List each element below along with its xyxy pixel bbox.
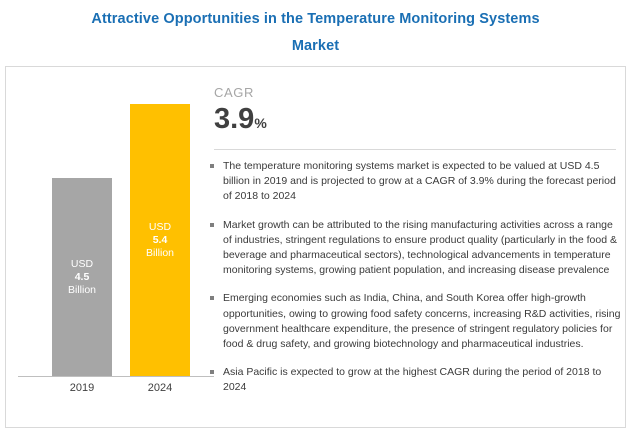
x-tick-2019: 2019 xyxy=(69,382,95,394)
list-item xyxy=(209,159,621,205)
bar-label-2019-value: 4.5 xyxy=(74,270,90,283)
list-item-text: The temperature monitoring systems market is expected to be valued at USD 4.5 billion in 2019 and is projected to grow at a CAGR of 3.9% during the forecast period of 2018 to 2024 xyxy=(223,160,616,203)
bar-label-2024-scale: Billion xyxy=(145,246,174,259)
page-title-line-1: Attractive Opportunities in the Temperature Monitoring Systems xyxy=(91,11,540,27)
bullet-square-icon xyxy=(210,223,214,227)
x-tick-2024: 2024 xyxy=(147,382,173,394)
list-item-text: Asia Pacific is expected to grow at the highest CAGR during the period of 2018 to 2024 xyxy=(223,366,602,394)
bar-label-2024 xyxy=(146,221,174,260)
x-axis-line xyxy=(18,376,214,377)
list-item xyxy=(209,291,621,352)
bar-label-2024-value: 5.4 xyxy=(152,233,168,246)
cagr-number: 3.9 xyxy=(214,103,255,135)
page-title-line-2: Market xyxy=(291,38,340,54)
bar-label-2019-scale: Billion xyxy=(67,283,96,296)
bar-label-2019-unit: USD xyxy=(70,257,94,270)
bullet-square-icon xyxy=(210,296,214,300)
details-column xyxy=(209,67,627,427)
bullet-list xyxy=(209,159,621,409)
bar-label-2019 xyxy=(68,258,96,297)
list-item xyxy=(209,365,621,395)
list-item xyxy=(209,218,621,279)
bar-label-2024-unit: USD xyxy=(148,220,172,233)
bar-2024 xyxy=(130,104,190,376)
bar-group xyxy=(32,86,212,376)
list-item-text: Market growth can be attributed to the rising manufacturing activities across a range of industries, stringent regulations to ensure product quality (particularly in the food & beverage and pharmaceutical sectors), technological advancements in temperature monitoring systems, growing patient population, and increasing disease prevalence xyxy=(223,218,617,277)
list-item-text: Emerging economies such as India, China, and South Korea offer high-growth opportunities, owing to growing food safety concerns, increasing R&D activities, rising government healthcare expenditure, the presence of stringent regulatory policies for food & drug safety, and growing biotechnology and pharmaceutical industries. xyxy=(223,292,621,351)
bar-rect-2024 xyxy=(130,104,190,376)
divider xyxy=(214,149,616,150)
bullet-square-icon xyxy=(210,164,214,168)
cagr-label: CAGR xyxy=(214,85,254,100)
cagr-percent-sign: % xyxy=(254,115,267,131)
cagr-value xyxy=(214,102,414,140)
x-axis-tick-labels xyxy=(32,382,212,402)
page-title xyxy=(0,0,631,68)
bar-rect-2019 xyxy=(52,178,112,376)
bar-2019 xyxy=(52,178,112,376)
bar-chart xyxy=(18,75,216,420)
cagr-callout xyxy=(214,85,414,140)
bullet-square-icon xyxy=(210,370,214,374)
content-panel xyxy=(5,66,626,428)
